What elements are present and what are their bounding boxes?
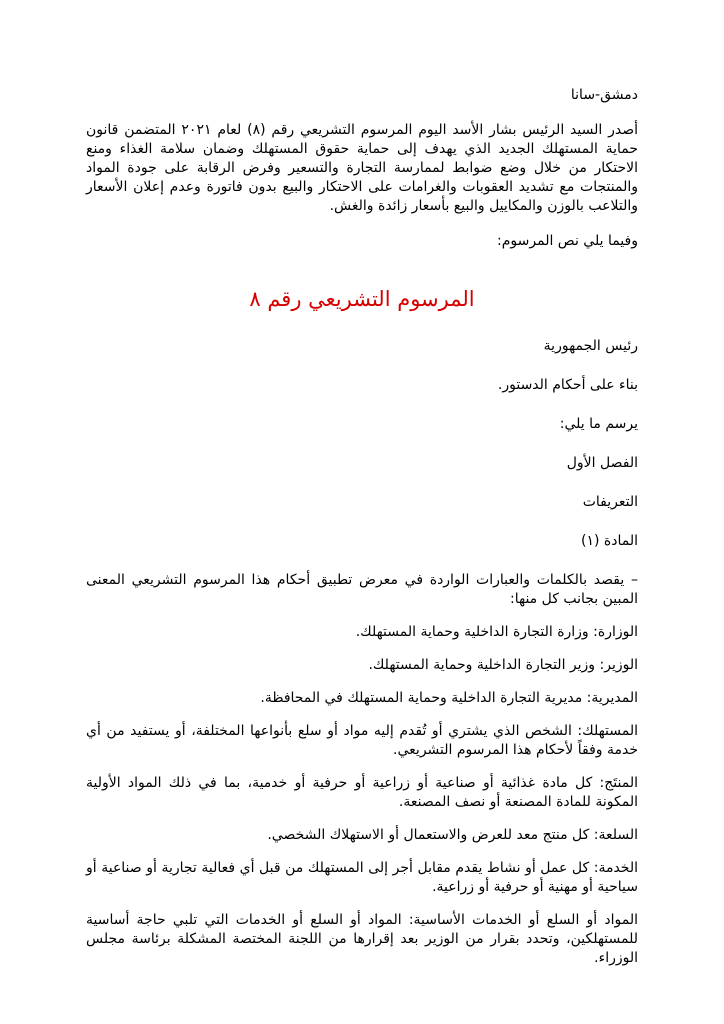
section-heading: التعريفات [582, 494, 638, 510]
definition-product: المنتَج: كل مادة غذائية أو صناعية أو زراعية أو حرفية أو خدمية، بما في ذلك المواد الأولية المكونة للمادة المصنعة أو نصف المصنعة. [86, 775, 638, 810]
issuer: رئيس الجمهورية [543, 338, 638, 354]
decrees-line: يرسم ما يلي: [559, 416, 638, 432]
document-body [86, 86, 638, 982]
definition-ministry: الوزارة: وزارة التجارة الداخلية وحماية المستهلك. [355, 624, 638, 640]
decree-title: المرسوم التشريعي رقم ٨ [249, 287, 475, 311]
basis: بناء على أحكام الدستور. [497, 377, 638, 393]
dateline: دمشق-سانا [570, 87, 638, 103]
definition-consumer: المستهلك: الشخص الذي يشتري أو تُقدم إليه مواد أو سلع بأنواعها المختلفة، أو يستفيد من أي خدمة وفقاً لأحكام هذا المرسوم التشريعي. [86, 723, 638, 758]
definition-minister: الوزير: وزير التجارة الداخلية وحماية المستهلك. [368, 657, 638, 673]
definition-service: الخدمة: كل عمل أو نشاط يقدم مقابل أجر إلى المستهلك من قبل أي فعالية تجارية أو صناعية أو سياحية أو مهنية أو حرفية أو زراعية. [86, 860, 638, 895]
article-intro: – يقصد بالكلمات والعبارات الواردة في معرض تطبيق أحكام هذا المرسوم التشريعي المعنى المبين بجانب كل منها: [86, 572, 638, 607]
definition-commodity: السلعة: كل منتج معد للعرض والاستعمال أو الاستهلاك الشخصي. [267, 827, 638, 843]
definition-basic-goods: المواد أو السلع أو الخدمات الأساسية: المواد أو السلع أو الخدمات التي تلبي حاجة أساسية للمستهلكين، وتحدد بقرار من الوزير بعد إقرارها من اللجنة المختصة المشكلة برئاسة مجلس الوزراء. [86, 912, 638, 966]
chapter-heading: الفصل الأول [566, 455, 638, 471]
intro-paragraph: أصدر السيد الرئيس بشار الأسد اليوم المرسوم التشريعي رقم (٨) لعام ٢٠٢١ المتضمن قانون حماية المستهلك الجديد الذي يهدف إلى حماية حقوق المستهلك وضمان سلامة الغذاء ومنع الاحتكار من خلال وضع ضوابط لممارسة التجارة والتسعير وفرض الرقابة على جودة المواد والمنتجات مع تشديد العقوبات والغرامات على الاحتكار والبيع بدون فاتورة وعدم إعلان الأسعار والتلاعب بالوزن والمكاييل والبيع بأسعار زائدة والغش. [86, 122, 638, 214]
article-heading: المادة (١) [581, 533, 638, 549]
text-intro: وفيما يلي نص المرسوم: [497, 233, 638, 249]
definition-directorate: المديرية: مديرية التجارة الداخلية وحماية المستهلك في المحافظة. [260, 690, 638, 706]
